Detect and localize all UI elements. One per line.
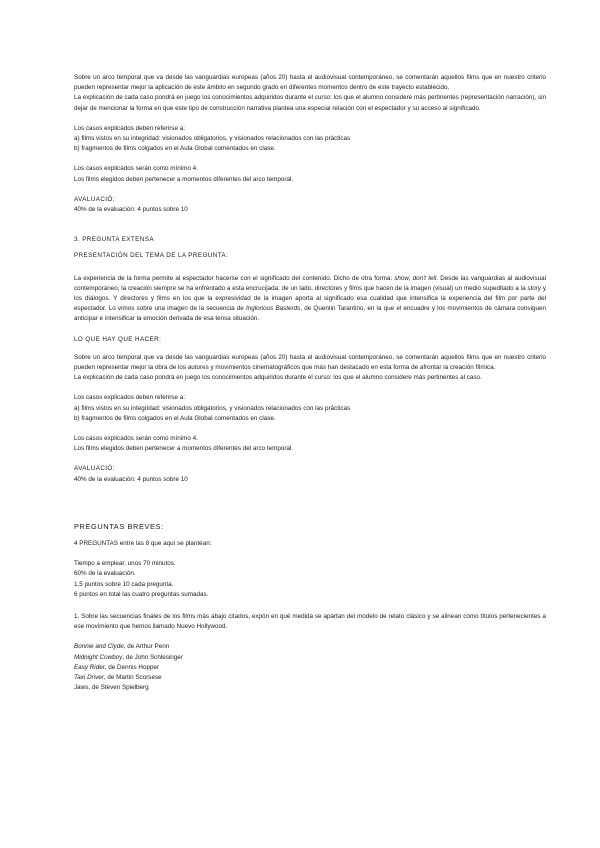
- section-3-heading: 3. PREGUNTA EXTENSA: [74, 236, 154, 244]
- film-title: Jaws: [74, 684, 89, 692]
- todo-title: LO QUE HAY QUE HACER:: [74, 335, 162, 343]
- film-director: , de Martin Scorsese: [103, 673, 162, 681]
- section3-cases-title: Los casos explicados deben referirse a:: [74, 394, 185, 402]
- section3-case-b: b) fragmentos de films colgados en el Aula Global comentados en clase.: [74, 414, 276, 422]
- intro-evaluation-title: AVALUACIÓ:: [74, 195, 115, 203]
- intro-minimum-cases: Los casos explicados serán como mínimo 4.: [74, 165, 198, 173]
- presentation-quote: show, don't tell: [394, 274, 437, 282]
- presentation-paragraph: [74, 274, 546, 325]
- brief-points: 1,5 puntos sobre 10 cada pregunta.: [74, 580, 174, 588]
- film-item: [74, 683, 546, 693]
- presentation-film-title: Inglorious Basterds: [245, 305, 301, 313]
- todo-paragraph-2: La explicación de cada caso pondrá en juego los conocimientos adquiridos durante el curso: los que el alumno considere más pertinentes al caso.: [74, 374, 482, 382]
- film-title: Easy Rider: [74, 663, 105, 671]
- intro-case-b: b) fragmentos de films colgados en el Aula Global comentados en clase.: [74, 145, 276, 153]
- presentation-text-3: y los diálogos. Y directores y films en los que la expresividad de la imagen aporta al significado esa cualidad que intensifica la experiencia del film por parte del espectador. Lo vimos sobre una imagen de la secuencia de: [74, 284, 546, 313]
- film-director: , de Steven Spielberg: [88, 684, 149, 692]
- film-item: [74, 663, 546, 673]
- film-director: , de Arthur Penn: [123, 643, 170, 651]
- intro-evaluation-text: 40% de la evaluación: 4 puntos sobre 10: [74, 206, 188, 214]
- brief-questions-subheading: 4 PREGUNTAS entre las 8 que aquí se plantean:: [74, 539, 212, 547]
- presentation-title: PRESENTACIÓN DEL TEMA DE LA PREGUNTA:: [74, 252, 229, 260]
- intro-paragraph-1: Sobre un arco temporal que va desde las vanguardias europeas (años 20) hasta el audiovisual contemporáneo, se comentarán aquellos films que en nuestro criterio pueden representar mejor la aplicación de este ámbito en segundo grado en diferentes momentos dentro de este trayecto establecido.: [74, 74, 546, 92]
- question-1: 1. Sobre las secuencias finales de los films más abajo citados, expón en qué medida se apartan del modelo de relato clásico y se alinean como títulos pertenecientes a ese movimiento que hemos llamado Nuevo Hollywood.: [74, 612, 546, 631]
- intro-cases-title: Los casos explicados deben referirse a:: [74, 124, 185, 132]
- brief-weight: 60% de la evaluación.: [74, 570, 136, 578]
- brief-time: Tiempo a emplear, unos 70 minutos.: [74, 560, 176, 568]
- film-item: [74, 673, 546, 683]
- presentation-text-4: , de Quentin Tarantino, en la que el encuadre y los movimientos de cámara consiguen anticipar e intensificar la emoción derivada de esa tensa situación.: [74, 305, 546, 323]
- film-director: , de John Schlesinger: [122, 653, 183, 661]
- section3-evaluation-text: 40% de la evaluación: 4 puntos sobre 10: [74, 475, 188, 483]
- film-title: Taxi Driver: [74, 673, 104, 681]
- intro-films-periods: Los films elegidos deben pertenecer a momentos diferentes del arco temporal.: [74, 175, 294, 183]
- brief-questions-heading: PREGUNTAS BREVES:: [74, 521, 164, 531]
- film-item: [74, 653, 546, 663]
- section3-minimum-cases: Los casos explicados serán como mínimo 4.: [74, 435, 198, 443]
- intro-paragraph-2: La explicación de cada caso pondrá en juego los conocimientos adquiridos durante el curso: los que el alumno considere más pertinentes (representación narración), sin dejar de mencionar la forma en que este tipo de construcción narrativa plantea una especial relación con el espectador y su acceso al significado.: [74, 94, 546, 112]
- intro-case-a: a) films vistos en su integridad: visionados obligatorios, y visionados relacionados con las prácticas: [74, 135, 351, 143]
- presentation-text-2: . Desde las vanguardias al audiovisual contemporáneo, la creación siempre se ha enfrentado a esta encrucijada: de un lado, directores y films que hacen de la imagen (visual) un medio supeditado a la: [74, 274, 546, 292]
- section3-evaluation-title: AVALUACIÓ:: [74, 465, 115, 473]
- film-item: [74, 642, 546, 652]
- todo-paragraph-1: Sobre un arco temporal que va desde las vanguardias europeas (años 20) hasta el audiovisual contemporáneo, se comentarán aquellos films que en nuestro criterio pueden representar mejor la obra de los autores y movimientos cinematográficos que más han destacado en esta forma de afrontar la creación fílmica.: [74, 353, 546, 372]
- film-title: Midnight Cowboy: [74, 653, 123, 661]
- presentation-text-1: La experiencia de la forma permite al espectador hacerse con el significado del contenido. Dicho de otra forma:: [74, 274, 395, 282]
- section3-films-periods: Los films elegidos deben pertenecer a momentos diferentes del arco temporal.: [74, 445, 294, 453]
- film-title: Bonnie and Clyde: [74, 643, 124, 651]
- section3-case-a: a) films vistos en su integridad: visionados obligatorios, y visionados relacionados con las prácticas: [74, 404, 351, 412]
- film-list: [74, 642, 546, 693]
- film-director: , de Dennis Hopper: [104, 663, 160, 671]
- brief-total: 6 puntos en total las cuatro preguntas sumadas.: [74, 590, 209, 598]
- presentation-story-term: story: [527, 284, 542, 292]
